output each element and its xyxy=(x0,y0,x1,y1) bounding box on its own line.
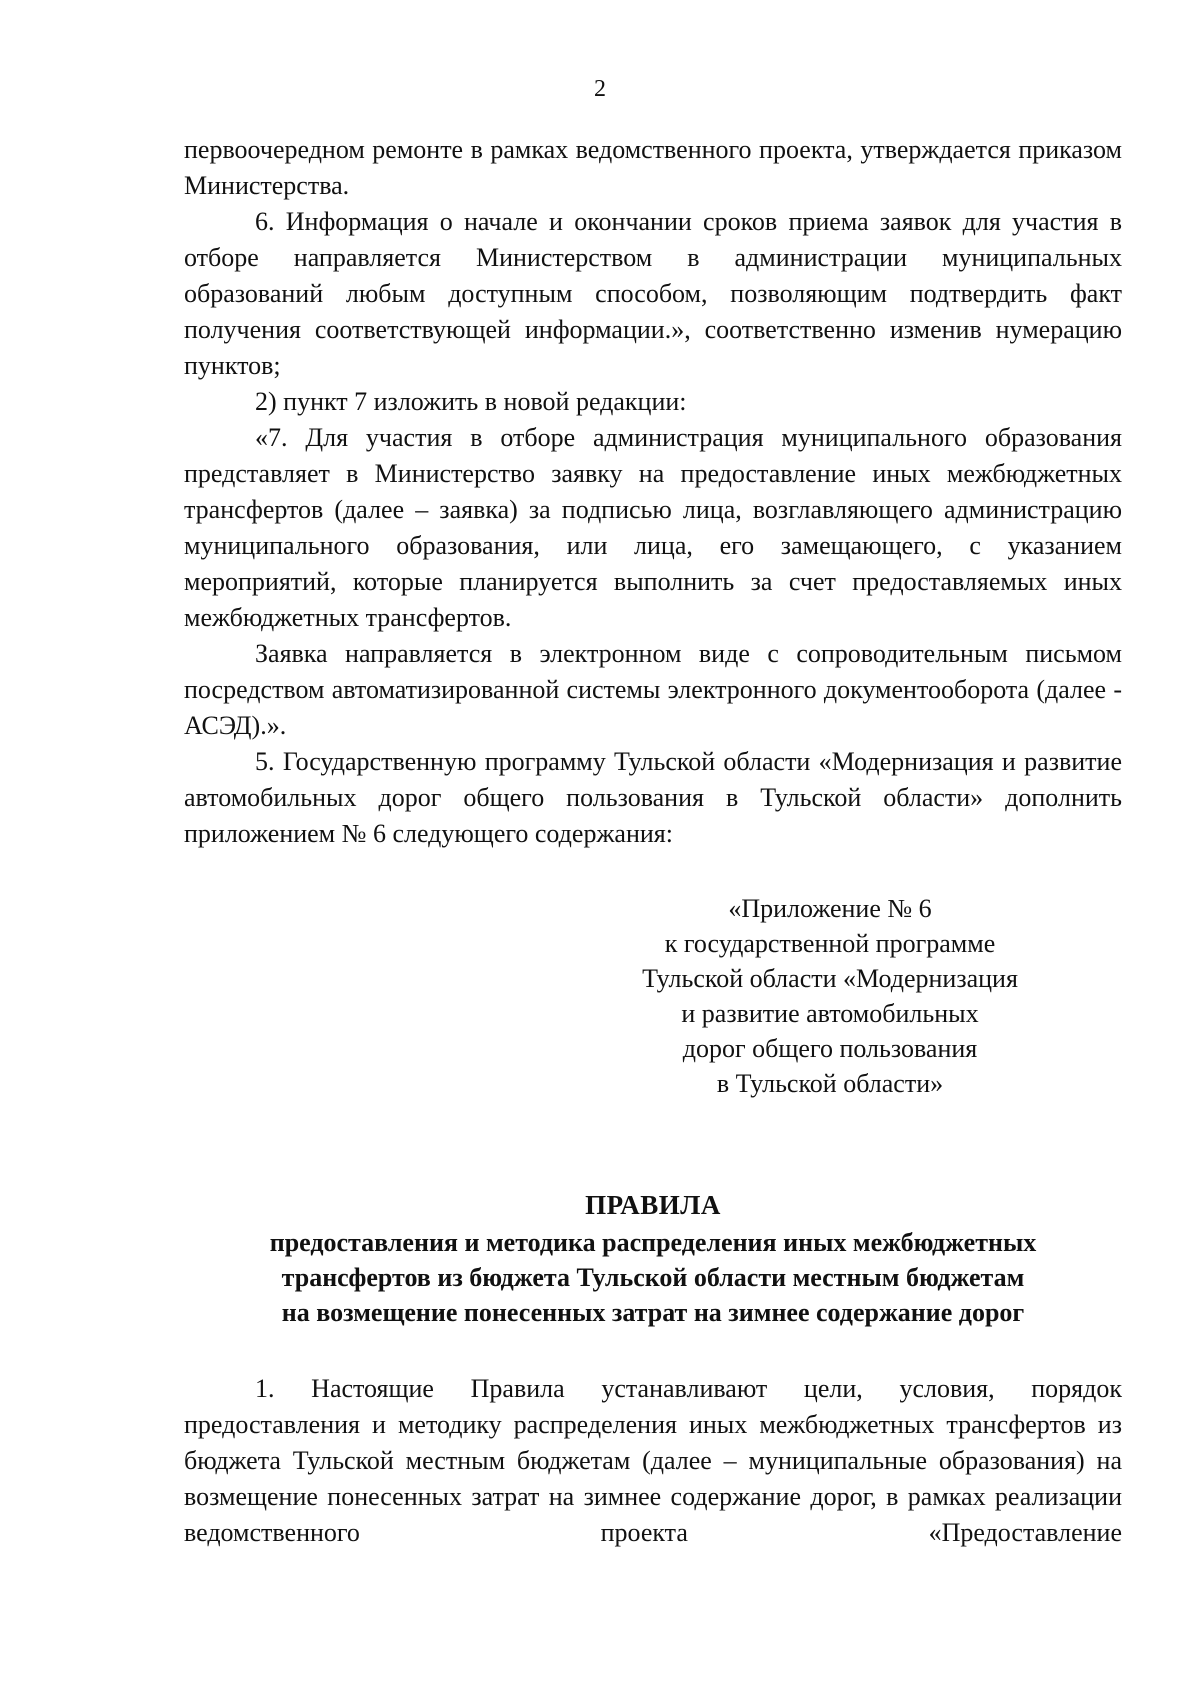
appendix-line: к государственной программе xyxy=(664,929,996,958)
body-text xyxy=(184,132,1122,852)
rules-section xyxy=(184,1371,1122,1551)
appendix-line: и развитие автомобильных xyxy=(681,999,979,1028)
rules-subtitle-line: на возмещение понесенных затрат на зимнее содержание дорог xyxy=(281,1298,1025,1327)
paragraph-continuation: первоочередном ремонте в рамках ведомственного проекта, утверждается приказом Министерства. xyxy=(184,135,1122,200)
rules-title: ПРАВИЛА xyxy=(585,1190,721,1220)
paragraph-application-submission: Заявка направляется в электронном виде с сопроводительным письмом посредством автоматизированной системы электронного документооборота (далее - АСЭД).». xyxy=(184,639,1122,740)
rules-heading xyxy=(184,1188,1122,1330)
rules-subtitle-line: предоставления и методика распределения иных межбюджетных xyxy=(269,1228,1037,1257)
rules-subtitle-line: трансфертов из бюджета Тульской области местным бюджетам xyxy=(281,1263,1025,1292)
rules-subtitle xyxy=(184,1225,1122,1330)
rules-paragraph-1: 1. Настоящие Правила устанавливают цели, условия, порядок предоставления и методику распределения иных межбюджетных трансфертов из бюджета Тульской местным бюджетам (далее – муниципальные образования) на возмещение понесенных затрат на зимнее содержание дорог, в рамках реализации ведомственного проекта «Предоставление xyxy=(184,1374,1122,1547)
paragraph-item-7: «7. Для участия в отборе администрация муниципального образования представляет в Министерство заявку на предоставление иных межбюджетных трансфертов (далее – заявка) за подписью лица, возглавляющего администрацию муниципального образования, или лица, его замещающего, с указанием мероприятий, которые планируется выполнить за счет предоставляемых иных межбюджетных трансфертов. xyxy=(184,423,1122,632)
paragraph-item-5: 5. Государственную программу Тульской области «Модернизация и развитие автомобильных дорог общего пользования в Тульской области» дополнить приложением № 6 следующего содержания: xyxy=(184,747,1122,848)
appendix-line: Тульской области «Модернизация xyxy=(642,964,1018,993)
appendix-line: дорог общего пользования xyxy=(682,1034,978,1063)
appendix-line: в Тульской области» xyxy=(716,1069,944,1098)
appendix-header xyxy=(610,891,1050,1101)
appendix-line: «Приложение № 6 xyxy=(728,894,932,923)
paragraph-amendment-2: 2) пункт 7 изложить в новой редакции: xyxy=(255,387,687,416)
paragraph-item-6: 6. Информация о начале и окончании сроков приема заявок для участия в отборе направляется Министерством в администрации муниципальных образований любым доступным способом, позволяющим подтвердить факт получения соответствующей информации.», соответственно изменив нумерацию пунктов; xyxy=(184,207,1122,380)
page-number: 2 xyxy=(594,76,606,102)
